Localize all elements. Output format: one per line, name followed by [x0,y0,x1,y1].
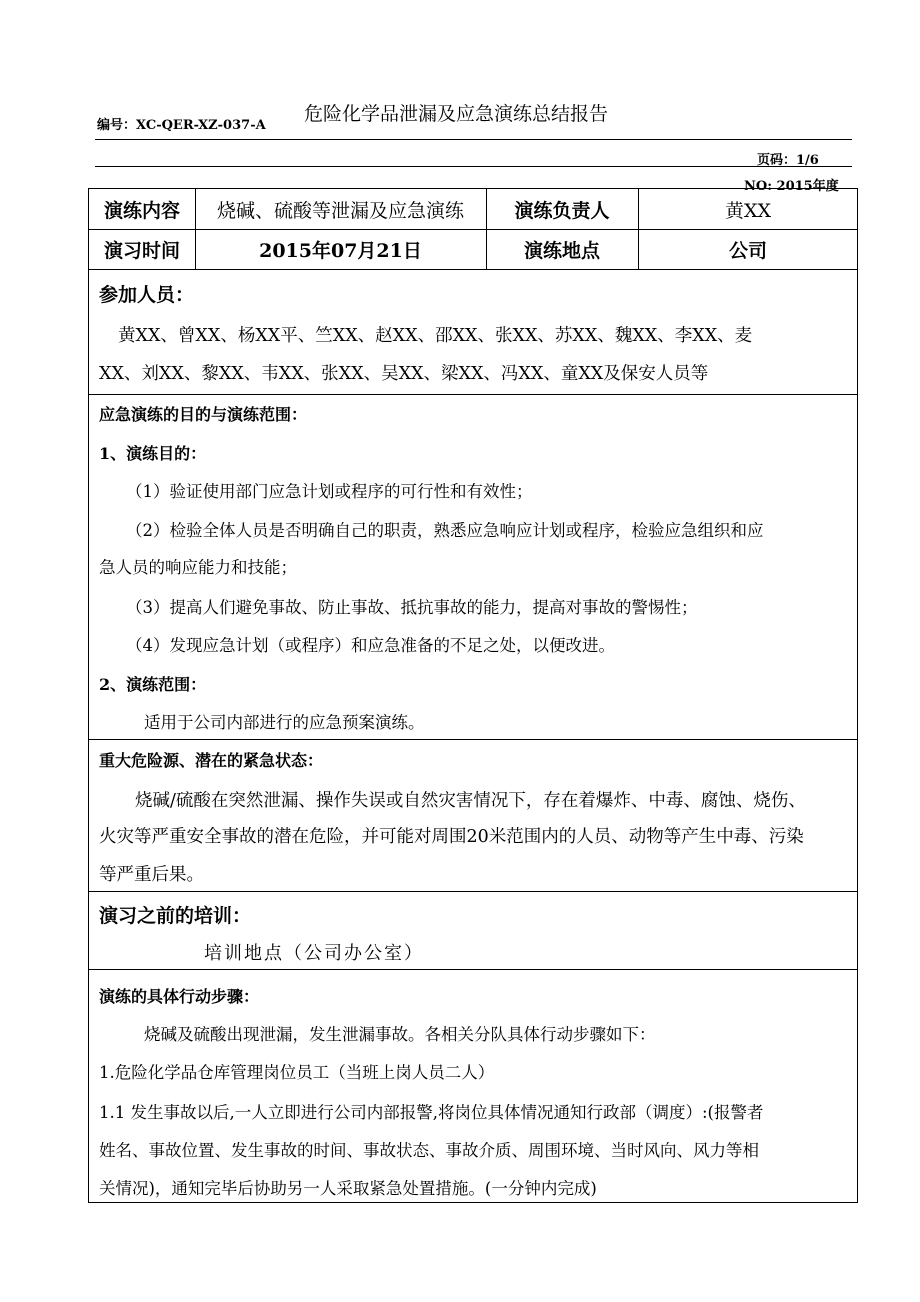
goal-item-4: （4）发现应急计划（或程序）和应急准备的不足之处，以便改进。 [126,636,615,655]
section-divider [89,394,857,395]
goal-item-2: （2）检验全体人员是否明确自己的职责，熟悉应急响应计划或程序，检验应急组织和应 [126,521,764,540]
header-rule-top [95,139,852,140]
hazard-line-2: 火灾等严重安全事故的潜在危险，并可能对周围20米范围内的人员、动物等产生中毒、污染 [99,827,804,847]
scope-text: 适用于公司内部进行的应急预案演练。 [144,713,425,732]
report-title: 危险化学品泄漏及应急演练总结报告 [304,103,609,125]
steps-heading: 演练的具体行动步骤： [99,987,260,1006]
goal-item-1: （1）验证使用部门应急计划或程序的可行性和有效性； [126,482,533,501]
leader-value: 黄XX [724,199,772,222]
header-rule-bottom [95,166,852,167]
section-divider [89,739,857,740]
content-label: 演练内容 [103,199,180,222]
place-label: 演练地点 [523,239,600,262]
section-divider [89,969,857,970]
report-form [88,188,858,1203]
hazard-line-1: 烧碱/硫酸在突然泄漏、操作失误或自然灾害情况下，存在着爆炸、中毒、腐蚀、烧伤、 [135,791,806,811]
scope-heading: 2、演练范围： [99,675,207,694]
step-1-1-cont: 姓名、事故位置、发生事故的时间、事故状态、事故介质、周围环境、当时风向、风力等相 [99,1141,759,1160]
time-label: 演习时间 [103,239,180,262]
participants-line-2: XX、刘XX、黎XX、韦XX、张XX、吴XX、梁XX、冯XX、童XX及保安人员等 [99,364,709,384]
content-value: 烧碱、硫酸等泄漏及应急演练 [216,199,464,222]
participants-line-1: 黄XX、曾XX、杨XX平、竺XX、赵XX、邵XX、张XX、苏XX、魏XX、李XX、麦 [118,326,753,346]
document-code: 编号：XC-QER-XZ-037-A [97,118,266,133]
step-1-1-cont-2: 关情况)，通知完毕后协助另一人采取紧急处置措施。(一分钟内完成) [99,1179,597,1198]
training-place: 培训地点（公司办公室） [204,943,424,964]
steps-intro: 烧碱及硫酸出现泄漏，发生泄漏事故。各相关分队具体行动步骤如下： [144,1025,656,1044]
page-number: 页码：1/6 [757,153,819,168]
training-heading: 演习之前的培训： [99,905,252,927]
place-value: 公司 [728,239,767,262]
year-number: NO: 2015年度 [744,179,839,194]
section-divider [89,891,857,892]
grid-line [89,269,857,270]
participants-label: 参加人员： [99,284,195,306]
hazard-heading: 重大危险源、潜在的紧急状态： [99,751,324,770]
leader-label: 演练负责人 [514,199,610,222]
goal-item-2-cont: 急人员的响应能力和技能； [99,558,297,577]
purpose-heading: 应急演练的目的与演练范围： [99,405,308,424]
step-1: 1.危险化学品仓库管理岗位员工（当班上岗人员二人） [99,1063,495,1082]
time-value: 2015年07月21日 [259,239,422,262]
step-1-1: 1.1 发生事故以后,一人立即进行公司内部报警,将岗位具体情况通知行政部（调度）:(报警者 [99,1103,764,1122]
goal-heading: 1、演练目的： [99,444,207,463]
goal-item-3: （3）提高人们避免事故、防止事故、抵抗事故的能力，提高对事故的警惕性； [126,598,698,617]
hazard-line-3: 等严重后果。 [99,865,204,885]
